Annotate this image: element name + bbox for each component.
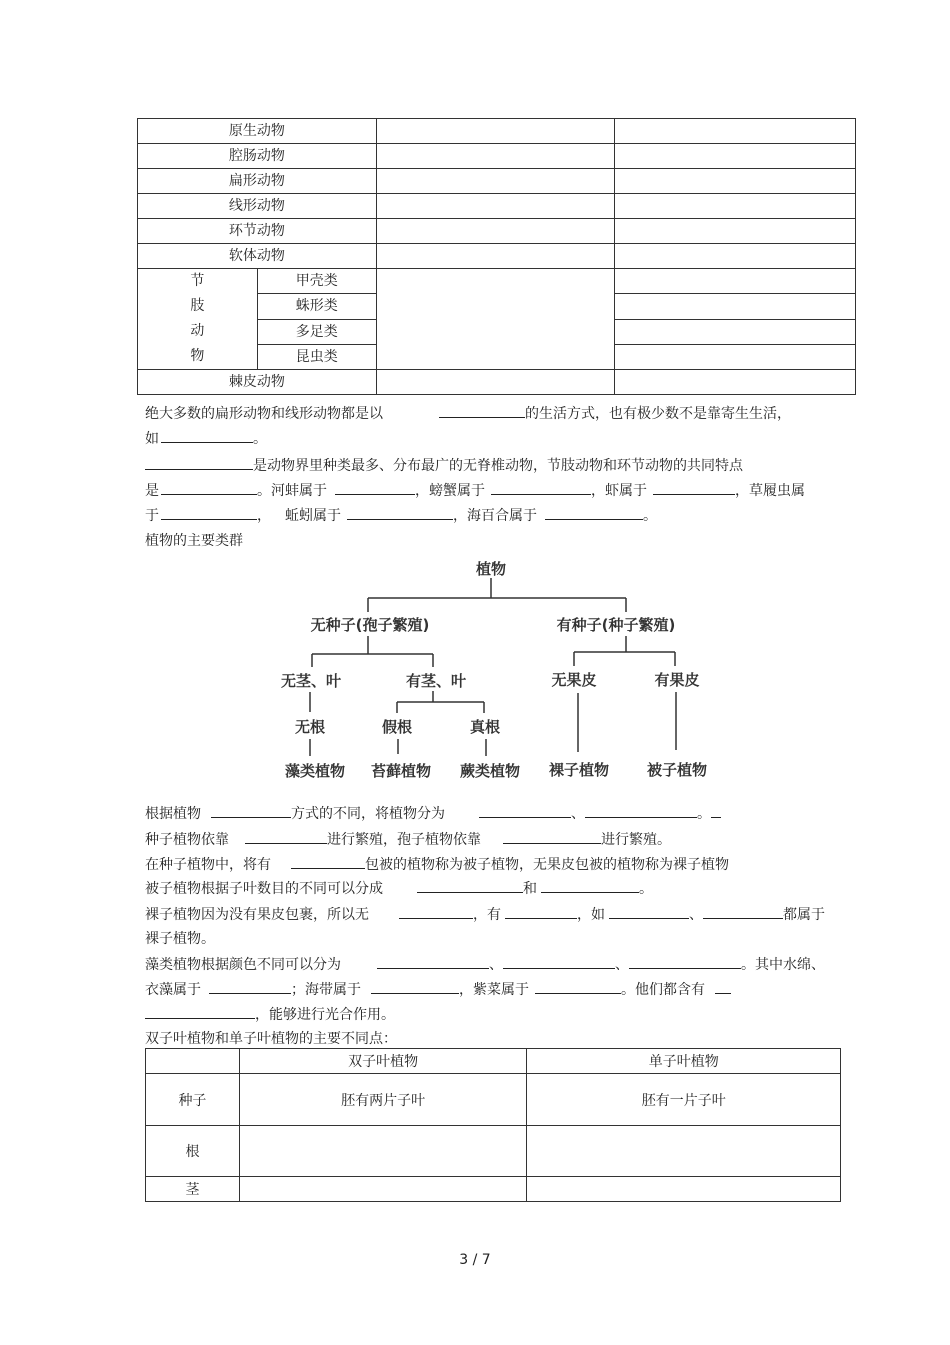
row-label-seed: 种子 — [146, 1074, 240, 1126]
question-4: 被子植物根据子叶数目的不同可以分成 和 。 — [145, 878, 653, 898]
dicot-seed: 胚有两片子叶 — [239, 1074, 527, 1126]
tree-moss: 苔藓植物 — [370, 762, 432, 780]
fill-blank[interactable] — [703, 904, 783, 919]
header-monocot: 单子叶植物 — [527, 1049, 841, 1074]
tree-seed: 有种子(种子繁殖) — [556, 616, 676, 634]
fill-blank[interactable] — [377, 954, 489, 969]
dicot-monocot-table — [145, 1048, 841, 1202]
fill-blank[interactable] — [711, 803, 721, 818]
fill-blank[interactable] — [541, 878, 639, 893]
para1-line2: 如 。 — [145, 428, 267, 448]
tree-fern: 蕨类植物 — [459, 762, 521, 780]
fill-blank[interactable] — [535, 979, 621, 994]
animal-name: 腔肠动物 — [138, 144, 377, 169]
tree-no-seed: 无种子(孢子繁殖) — [310, 616, 430, 634]
arthropod-label: 节 肢 动 物 — [138, 269, 258, 370]
tree-true-root: 真根 — [469, 718, 501, 736]
arthropod-subclass: 甲壳类 — [257, 269, 376, 294]
animal-name: 线形动物 — [138, 194, 377, 219]
tree-false-root: 假根 — [381, 718, 413, 736]
para2-line2: 是 。河蚌属于 ，螃蟹属于 ，虾属于 ，草履虫属 — [145, 480, 805, 500]
page-number: 3 / 7 — [459, 1252, 491, 1268]
question-2: 种子植物依靠 进行繁殖，孢子植物依靠 进行繁殖。 — [145, 829, 671, 849]
question-5-cont: 裸子植物。 — [145, 931, 215, 947]
tree-has-pericarp: 有果皮 — [654, 671, 700, 689]
fill-blank[interactable] — [291, 854, 365, 869]
animal-name: 软体动物 — [138, 244, 377, 269]
table-row — [146, 1074, 841, 1126]
animal-name: 扁形动物 — [138, 169, 377, 194]
table-row — [146, 1049, 841, 1074]
question-6-cont: 衣藻属于 ；海带属于 ，紫菜属于 。他们都含有 — [145, 979, 731, 999]
tree-gymnosperm: 裸子植物 — [548, 761, 610, 779]
fill-blank[interactable] — [211, 803, 291, 818]
question-1: 根据植物 方式的不同，将植物分为 、 。 — [145, 803, 721, 823]
fill-blank[interactable] — [585, 803, 697, 818]
fill-blank[interactable] — [479, 803, 571, 818]
animal-name: 环节动物 — [138, 219, 377, 244]
question-6: 藻类植物根据颜色不同可以分为 、 、 。其中水绵、 — [145, 954, 825, 974]
fill-blank[interactable] — [503, 954, 615, 969]
table-row — [146, 1177, 841, 1202]
fill-blank[interactable] — [399, 904, 473, 919]
question-5: 裸子植物因为没有果皮包裹，所以无 ，有 ，如 、 都属于 — [145, 904, 825, 924]
para1-line1: 绝大多数的扁形动物和线形动物都是以 的生活方式，也有极少数不是靠寄生生活， — [145, 403, 791, 423]
fill-blank[interactable] — [609, 904, 689, 919]
fill-blank[interactable] — [209, 979, 291, 994]
tree-algae: 藻类植物 — [284, 762, 346, 780]
plant-heading: 植物的主要类群 — [145, 533, 243, 549]
header-dicot: 双子叶植物 — [239, 1049, 527, 1074]
tree-no-stem-leaf: 无茎、叶 — [280, 672, 342, 690]
arthropod-subclass: 昆虫类 — [257, 344, 376, 369]
row-label-stem: 茎 — [146, 1177, 240, 1202]
question-3: 在种子植物中，将有 包被的植物称为被子植物，无果皮包被的植物称为裸子植物 — [145, 854, 729, 874]
fill-blank[interactable] — [417, 878, 523, 893]
tree-root: 植物 — [475, 560, 507, 578]
monocot-seed: 胚有一片子叶 — [527, 1074, 841, 1126]
para2-line3: 于 ， 蚯蚓属于 ，海百合属于 。 — [145, 505, 657, 525]
table-row — [146, 1126, 841, 1177]
tree-no-pericarp: 无果皮 — [551, 671, 597, 689]
question-7: 双子叶植物和单子叶植物的主要不同点： — [145, 1031, 397, 1047]
para2-line1: 是动物界里种类最多、分布最广的无脊椎动物，节肢动物和环节动物的共同特点 — [145, 455, 743, 475]
tree-angiosperm: 被子植物 — [646, 761, 708, 779]
arthropod-subclass: 多足类 — [257, 319, 376, 344]
fill-blank[interactable] — [505, 904, 577, 919]
tree-no-root: 无根 — [294, 718, 326, 736]
question-6-cont2: ，能够进行光合作用。 — [145, 1004, 395, 1024]
fill-blank[interactable] — [503, 829, 601, 844]
fill-blank[interactable] — [245, 829, 327, 844]
tree-has-stem-leaf: 有茎、叶 — [405, 672, 467, 690]
fill-blank[interactable] — [715, 979, 731, 994]
fill-blank[interactable] — [145, 1004, 255, 1019]
arthropod-subclass: 蛛形类 — [257, 294, 376, 319]
animal-name: 棘皮动物 — [138, 370, 377, 395]
row-label-root: 根 — [146, 1126, 240, 1177]
animal-name: 原生动物 — [138, 119, 377, 144]
fill-blank[interactable] — [371, 979, 459, 994]
fill-blank[interactable] — [629, 954, 741, 969]
